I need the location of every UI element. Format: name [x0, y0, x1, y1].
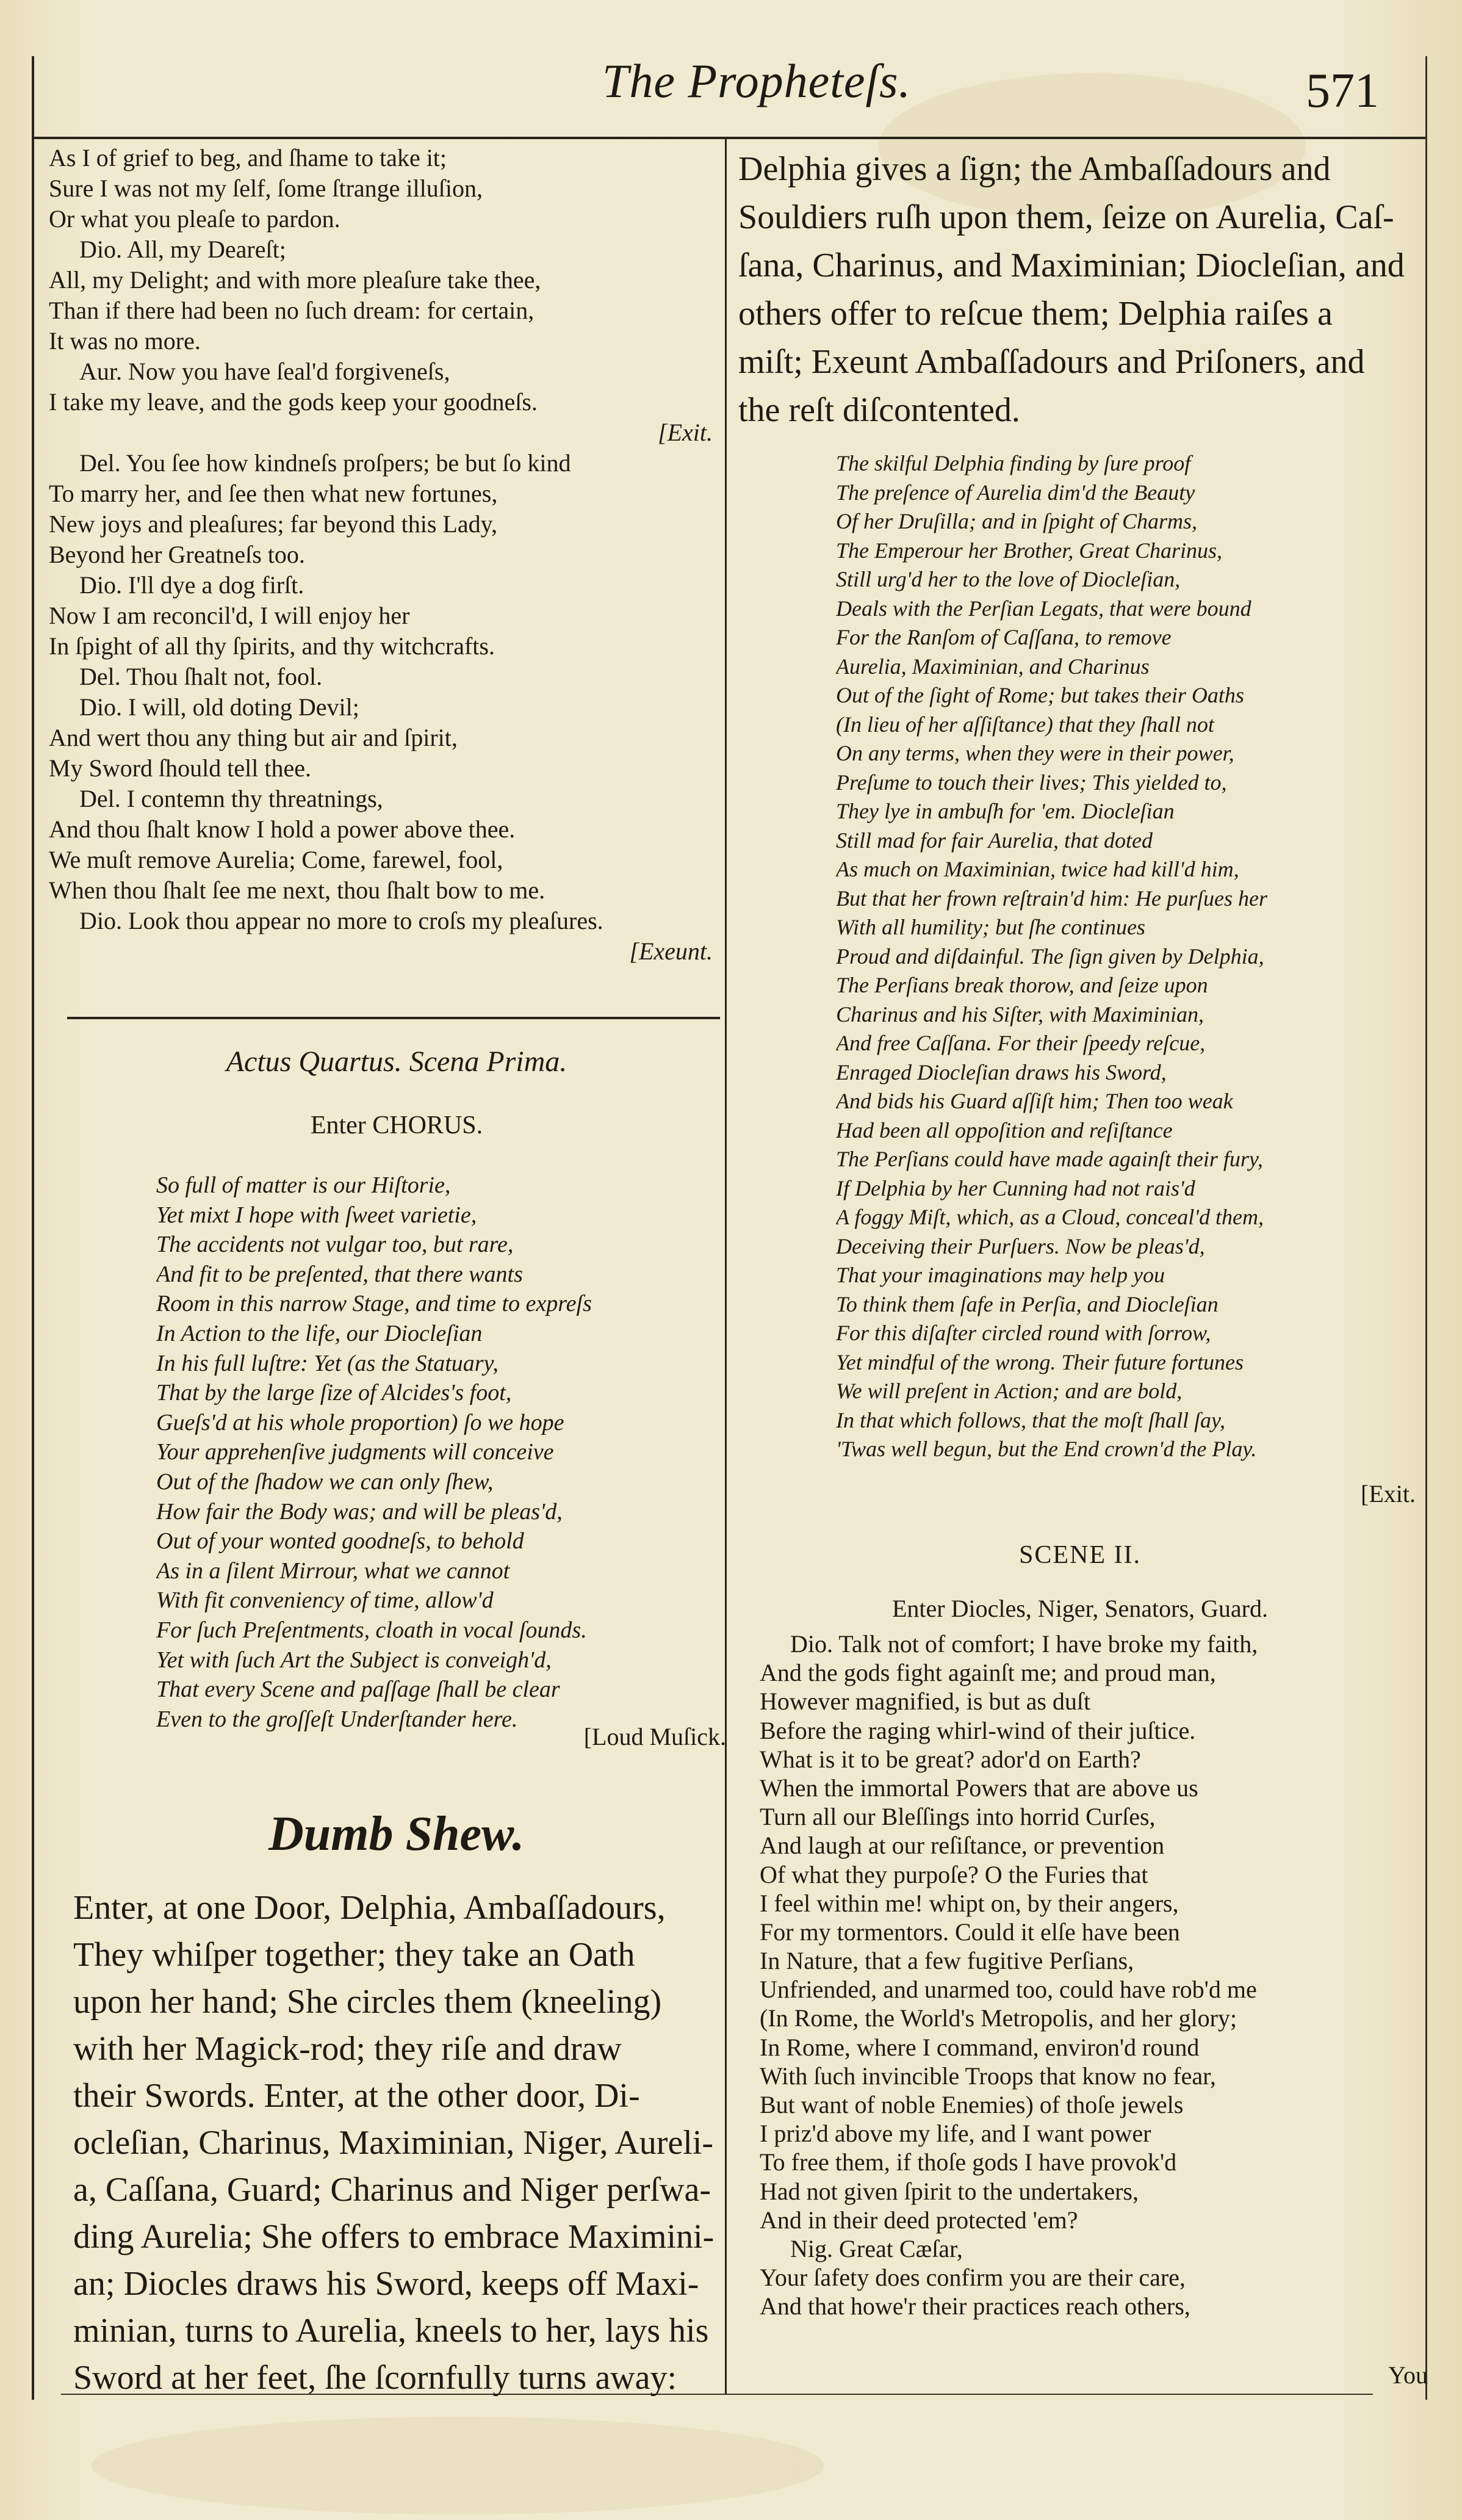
text-line: To free them, if thoſe gods I have provok'd: [760, 2148, 1177, 2176]
text-line: What is it to be great? ador'd on Earth?: [760, 1745, 1141, 1773]
verse-line: How fair the Body was; and will be pleas'd,: [156, 1498, 563, 1525]
text-line: Del. You ſee how kindneſs proſpers; be but ſo kind: [79, 449, 571, 477]
paper-stain: [92, 2417, 824, 2515]
verse-line: That by the large ſize of Alcides's foot,: [156, 1380, 512, 1406]
text-line: I priz'd above my life, and I want power: [760, 2120, 1151, 2148]
verse-line: And free Caſſana. For their ſpeedy reſcue,: [836, 1031, 1206, 1055]
verse-line: The preſence of Aurelia dim'd the Beauty: [836, 480, 1195, 505]
dumb-show-text: [73, 1885, 726, 2402]
verse-line: On any terms, when they were in their power,: [836, 741, 1234, 765]
verse-line: A foggy Miſt, which, as a Cloud, conceal'd them,: [836, 1205, 1264, 1229]
text-line: Or what you pleaſe to pardon.: [49, 205, 340, 233]
text-line: And the gods fight againſt me; and proud man,: [760, 1659, 1216, 1687]
text-line: Sure I was not my ſelf, ſome ſtrange illuſion,: [49, 175, 483, 202]
text-line: miſt; Exeunt Ambaſſadours and Priſoners, and: [738, 343, 1365, 381]
verse-line: In Action to the life, our Diocleſian: [156, 1320, 483, 1346]
text-line: Nig. Great Cæſar,: [790, 2234, 963, 2262]
verse-line: Even to the groſſeſt Underſtander here.: [156, 1706, 518, 1732]
text-line: Now I am reconcil'd, I will enjoy her: [49, 602, 410, 629]
text-line: As I of grief to beg, and ſhame to take it;: [49, 144, 447, 171]
text-line: I take my leave, and the gods keep your goodneſs.: [49, 388, 538, 416]
text-line: the reſt diſcontented.: [738, 391, 1020, 429]
text-line: Unfriended, and unarmed too, could have rob'd me: [760, 1976, 1257, 2004]
text-line: Of what they purpoſe? O the Furies that: [760, 1860, 1148, 1888]
text-line: with her Magick-rod; they riſe and draw: [73, 2030, 622, 2068]
text-line: And thou ſhalt know I hold a power above thee.: [49, 815, 516, 843]
text-line: Delphia gives a ſign; the Ambaſſadours and: [738, 150, 1331, 188]
text-line: [Exit.: [658, 419, 713, 446]
running-title: The Propheteſs.: [602, 54, 912, 107]
catchword: You: [1388, 2361, 1428, 2389]
verse-line: We will preſent in Action; and are bold,: [836, 1379, 1183, 1403]
text-line: upon her hand; She circles them (kneeling): [73, 1983, 662, 2021]
text-line: ocleſian, Charinus, Maximinian, Niger, Aureli-: [73, 2124, 714, 2162]
act-heading: Actus Quartus. Scena Prima.: [226, 1045, 567, 1078]
verse-line: For the Ranſom of Caſſana, to remove: [836, 625, 1172, 649]
text-line: It was no more.: [49, 327, 201, 355]
verse-line: As in a ſilent Mirrour, what we cannot: [156, 1558, 510, 1584]
text-line: And in their deed protected 'em?: [760, 2206, 1078, 2234]
verse-line: Out of the ſight of Rome; but takes their Oaths: [836, 683, 1244, 707]
verse-line: The Emperour her Brother, Great Charinus,: [836, 538, 1222, 563]
verse-line: For this diſaſter circled round with ſorrow,: [836, 1321, 1211, 1345]
verse-line: Had been all oppoſition and reſiſtance: [836, 1117, 1173, 1143]
text-line: When thou ſhalt ſee me next, thou ſhalt bow to me.: [49, 876, 546, 904]
verse-line: Deals with the Perſian Legats, that were bound: [836, 596, 1251, 621]
text-line: With ſuch invincible Troops that know no fear,: [760, 2062, 1216, 2090]
verse-line: In that which follows, that the moſt ſhall ſay,: [836, 1407, 1225, 1432]
page-number: 571: [1306, 64, 1379, 118]
verse-line: (In lieu of her aſſiſtance) that they ſhall not: [836, 712, 1214, 737]
verse-line: As much on Maximinian, twice had kill'd him,: [836, 857, 1239, 881]
text-line: their Swords. Enter, at the other door, Di-: [73, 2077, 640, 2115]
verse-line: 'Twas well begun, but the End crown'd the Play.: [836, 1437, 1257, 1461]
stage-direction-music: [Loud Muſick.: [583, 1723, 726, 1750]
verse-line: Still urg'd her to the love of Diocleſian,: [836, 567, 1181, 591]
verse-line: Your apprehenſive judgments will conceive: [156, 1439, 554, 1465]
text-line: All, my Delight; and with more pleaſure take thee,: [49, 266, 541, 294]
right-column-stage-direction: [738, 145, 1416, 435]
verse-line: In his full luſtre: Yet (as the Statuary,: [156, 1350, 499, 1376]
verse-line: Aurelia, Maximinian, and Charinus: [836, 654, 1150, 679]
verse-line: The Perſians break thorow, and ſeize upon: [836, 973, 1208, 997]
text-line: Souldiers ruſh upon them, ſeize on Aurelia, Caſ-: [738, 198, 1394, 236]
text-line: In Nature, that a few fugitive Perſians,: [760, 1947, 1134, 1975]
text-line: Your ſafety does confirm you are their care,: [760, 2264, 1186, 2292]
verse-line: With fit conveniency of time, allow'd: [156, 1587, 494, 1614]
verse-line: Out of the ſhadow we can only ſhew,: [156, 1468, 494, 1495]
text-line: a, Caſſana, Guard; Charinus and Niger perſwa-: [73, 2171, 711, 2209]
text-line: We muſt remove Aurelia; Come, farewel, fool,: [49, 846, 503, 873]
text-line: Dio. I will, old doting Devil;: [79, 693, 359, 721]
text-line: Del. Thou ſhalt not, fool.: [79, 663, 323, 690]
text-line: ding Aurelia; She offers to embrace Maximini-: [73, 2218, 715, 2256]
text-line: And wert thou any thing but air and ſpirit,: [49, 724, 458, 751]
text-line: However magnified, is but as duſt: [760, 1688, 1091, 1716]
verse-line: Still mad for fair Aurelia, that doted: [836, 828, 1153, 853]
verse-line: Yet mindful of the wrong. Their future fortunes: [836, 1349, 1244, 1374]
text-line: (In Rome, the World's Metropolis, and her glory;: [760, 2004, 1237, 2032]
dumb-show-heading: Dumb Shew.: [268, 1807, 525, 1861]
header-rule: [32, 137, 1425, 139]
text-line: Enter, at one Door, Delphia, Ambaſſadours,: [73, 1889, 666, 1927]
verse-line: For ſuch Preſentments, cloath in vocal ſounds.: [156, 1617, 587, 1643]
verse-line: Enraged Diocleſian draws his Sword,: [836, 1060, 1167, 1085]
text-line: Aur. Now you have ſeal'd forgiveneſs,: [79, 358, 450, 385]
text-line: To marry her, and ſee then what new fortunes,: [49, 480, 498, 507]
text-line: I feel within me! whipt on, by their angers,: [760, 1889, 1179, 1917]
verse-line: Yet mixt I hope with ſweet varietie,: [156, 1202, 477, 1228]
text-line: others offer to reſcue them; Delphia raiſes a: [738, 295, 1333, 333]
verse-line: So full of matter is our Hiſtorie,: [156, 1172, 451, 1198]
text-line: But want of noble Enemies) of thoſe jewels: [760, 2091, 1184, 2118]
verse-line: With all humility; but ſhe continues: [836, 915, 1145, 939]
text-line: an; Diocles draws his Sword, keeps off Maxi-: [73, 2265, 699, 2303]
text-line: minian, turns to Aurelia, kneels to her, lays his: [73, 2312, 709, 2350]
text-line: In ſpight of all thy ſpirits, and thy witchcrafts.: [49, 632, 495, 660]
text-line: [Exeunt.: [629, 937, 713, 965]
chorus-verse: [156, 1171, 724, 1734]
enter-chorus: Enter CHORUS.: [310, 1111, 483, 1139]
verse-line: Gueſs'd at his whole proportion) ſo we hope: [156, 1409, 564, 1435]
scene-entrance: Enter Diocles, Niger, Senators, Guard.: [892, 1595, 1268, 1622]
verse-line: The Perſians could have made againſt their fury,: [836, 1147, 1263, 1171]
text-line: Than if there had been no ſuch dream: for certain,: [49, 297, 535, 324]
text-line: Dio. Look thou appear no more to croſs my pleaſures.: [79, 907, 603, 934]
verse-line: Of her Druſilla; and in ſpight of Charms,: [836, 509, 1198, 533]
verse-line: The skilful Delphia finding by ſure proof: [836, 451, 1191, 475]
verse-line: And bids his Guard aſſiſt him; Then too weak: [836, 1089, 1233, 1113]
text-line: New joys and pleaſures; far beyond this Lady,: [49, 510, 497, 538]
text-line: Before the raging whirl-wind of their juſtice.: [760, 1716, 1196, 1744]
text-line: Turn all our Bleſſings into horrid Curſes,: [760, 1803, 1156, 1831]
verse-line: And fit to be preſented, that there wants: [156, 1261, 523, 1287]
text-line: Dio. I'll dye a dog firſt.: [79, 571, 304, 599]
verse-line: Deceiving their Purſuers. Now be pleas'd,: [836, 1233, 1205, 1258]
text-line: And that howe'r their practices reach others,: [760, 2292, 1190, 2320]
text-line: My Sword ſhould tell thee.: [49, 754, 311, 782]
text-line: When the immortal Powers that are above us: [760, 1774, 1198, 1802]
verse-line: If Delphia by her Cunning had not rais'd: [836, 1175, 1195, 1200]
text-line: In Rome, where I command, environ'd round: [760, 2033, 1200, 2061]
verse-line: Yet with ſuch Art the Subject is conveigh'd,: [156, 1647, 552, 1673]
verse-line: Out of your wonted goodneſs, to behold: [156, 1528, 524, 1554]
text-line: For my tormentors. Could it elſe have been: [760, 1918, 1180, 1946]
text-line: ſana, Charinus, and Maximinian; Diocleſian, and: [738, 247, 1405, 284]
verse-line: Charinus and his Siſter, with Maximinian,: [836, 1002, 1205, 1027]
text-line: Dio. All, my Deareſt;: [79, 236, 286, 263]
verse-line: The accidents not vulgar too, but rare,: [156, 1232, 514, 1258]
text-line: Sword at her feet, ſhe ſcornfully turns away:: [73, 2359, 677, 2397]
text-line: And laugh at our reſiſtance, or prevention: [760, 1832, 1165, 1860]
verse-line: But that her frown reſtrain'd him: He purſues her: [836, 886, 1267, 911]
text-line: Had not given ſpirit to the undertakers,: [760, 2177, 1139, 2205]
text-line: Dio. Talk not of comfort; I have broke my faith,: [790, 1630, 1258, 1658]
right-column-verse: [836, 449, 1416, 1464]
verse-line: They lye in ambuſh for 'em. Diocleſian: [836, 799, 1175, 823]
text-line: Del. I contemn thy threatnings,: [79, 785, 383, 812]
verse-exit: [Exit.: [1361, 1480, 1416, 1507]
text-line: They whiſper together; they take an Oath: [73, 1936, 635, 1974]
verse-line: Preſume to touch their lives; This yielded to,: [836, 770, 1227, 795]
verse-line: Room in this narrow Stage, and time to expreſs: [156, 1291, 592, 1317]
verse-line: That your imaginations may help you: [836, 1263, 1165, 1287]
verse-line: That every Scene and paſſage ſhall be clear: [156, 1677, 560, 1703]
verse-line: Proud and diſdainful. The ſign given by Delphia,: [836, 944, 1264, 969]
text-line: Beyond her Greatneſs too.: [49, 541, 305, 568]
left-column-dialogue: [49, 143, 720, 967]
scene-dialogue: [760, 1630, 1419, 2321]
act-divider-rule: [67, 1017, 720, 1019]
verse-line: To think them ſafe in Perſia, and Diocleſian: [836, 1291, 1219, 1316]
scene-heading: SCENE II.: [1019, 1541, 1141, 1569]
